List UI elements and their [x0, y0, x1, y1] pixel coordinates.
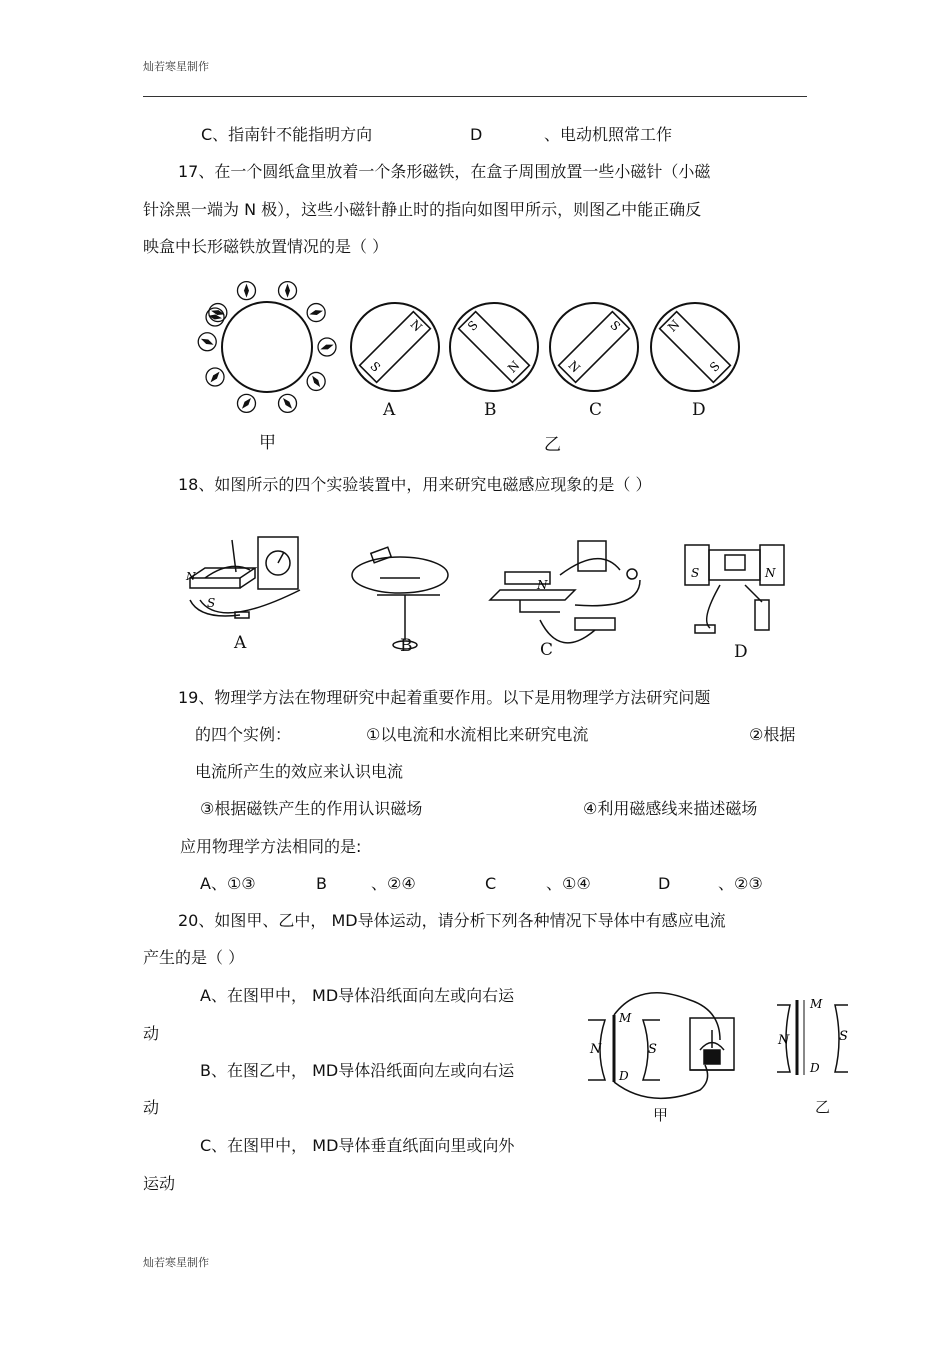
- q20-line-2: 产生的是（ ）: [143, 948, 245, 967]
- magnet-pole-label: S: [464, 317, 481, 334]
- apparatus-a-text-s: S: [207, 596, 216, 610]
- magnet-pole-label: N: [407, 317, 425, 335]
- q19-line-1: 19、物理学方法在物理研究中起着重要作用。以下是用物理学方法研究问题: [178, 688, 711, 707]
- magnet-pole-label: S: [607, 317, 624, 334]
- apparatus-d-text-s: S: [691, 566, 700, 580]
- q17-line-1: 17、在一个圆纸盒里放着一个条形磁铁，在盒子周围放置一些小磁针（小磁: [178, 162, 711, 181]
- q19-line-2a: 的四个实例：: [195, 725, 292, 744]
- q19-option-b-text: 、②④: [371, 874, 416, 893]
- apparatus-a-text-n: N: [186, 570, 196, 583]
- q20-figure-jia: [588, 993, 734, 1099]
- q16-option-d-letter: D: [470, 125, 483, 144]
- q17-label-yi: 乙: [544, 435, 561, 455]
- q16-option-c: C、指南针不能指明方向: [201, 125, 373, 144]
- q20-option-c-cont: 运动: [143, 1174, 176, 1193]
- q19-example-2-end: 电流所产生的效应来认识电流: [195, 762, 404, 781]
- q20-option-c: C、在图甲中， MD导体垂直纸面向里或向外: [200, 1136, 515, 1155]
- magnet-pole-label: N: [665, 317, 683, 335]
- q18-option-a: A: [234, 633, 247, 653]
- q19-option-d-letter: D: [658, 874, 671, 893]
- apparatus-d-text-n: N: [765, 566, 776, 580]
- q20-jia-text-n: N: [590, 1042, 602, 1057]
- q17-line-2: 针涂黑一端为 N 极），这些小磁针静止时的指向如图甲所示，则图乙中能正确反: [143, 200, 702, 219]
- q19-example-2-start: ②根据: [749, 725, 796, 744]
- q20-label-yi: 乙: [815, 1098, 831, 1116]
- q19-option-b-letter: B: [316, 874, 327, 893]
- q20-label-jia: 甲: [653, 1106, 669, 1124]
- q18-option-d: D: [734, 642, 748, 662]
- page-header: 灿若寒星制作: [143, 60, 209, 73]
- q18-option-c: C: [540, 640, 554, 660]
- q19-example-3: ③根据磁铁产生的作用认识磁场: [200, 799, 423, 818]
- q20-jia-text-s: S: [648, 1042, 657, 1057]
- q17-option-a: A: [383, 400, 396, 420]
- q17-label-jia: 甲: [259, 433, 276, 453]
- q17-option-b: B: [484, 400, 497, 420]
- q20-jia-text-m: M: [619, 1011, 632, 1025]
- q20-yi-text-d: D: [810, 1061, 820, 1075]
- magnet-pole-label: S: [367, 358, 384, 375]
- q19-line-5: 应用物理学方法相同的是:: [180, 837, 362, 856]
- q17-option-c: C: [589, 400, 603, 420]
- q16-option-d-text: 、电动机照常工作: [544, 125, 673, 144]
- q19-option-d-text: 、②③: [718, 874, 763, 893]
- q19-example-4: ④利用磁感线来描述磁场: [583, 799, 758, 818]
- apparatus-c-text-n: N: [537, 578, 548, 592]
- q20-option-a: A、在图甲中， MD导体沿纸面向左或向右运: [200, 986, 515, 1005]
- q20-yi-text-m: M: [810, 997, 823, 1011]
- q17-option-d: D: [692, 400, 706, 420]
- magnet-pole-label: S: [706, 358, 723, 375]
- q20-line-1: 20、如图甲、乙中， MD导体运动，请分析下列各种情况下导体中有感应电流: [178, 911, 726, 930]
- q20-jia-text-d: D: [619, 1069, 629, 1083]
- q18-line-1: 18、如图所示的四个实验装置中，用来研究电磁感应现象的是（ ）: [178, 475, 652, 494]
- q19-example-1: ①以电流和水流相比来研究电流: [366, 725, 589, 744]
- q18-option-b: B: [400, 636, 413, 656]
- q19-option-c-letter: C: [485, 874, 497, 893]
- q20-option-b-cont: 动: [143, 1098, 160, 1117]
- magnet-pole-label: N: [565, 358, 583, 376]
- q19-option-a: A、①③: [200, 874, 256, 893]
- magnet-pole-label: N: [505, 358, 523, 376]
- q20-option-a-cont: 动: [143, 1024, 160, 1043]
- q17-line-3: 映盒中长形磁铁放置情况的是（ ）: [143, 237, 389, 256]
- q20-option-b: B、在图乙中， MD导体沿纸面向左或向右运: [200, 1061, 515, 1080]
- q20-yi-text-s: S: [839, 1029, 848, 1044]
- q19-option-c-text: 、①④: [546, 874, 591, 893]
- q20-yi-text-n: N: [778, 1033, 790, 1048]
- page-footer: 灿若寒星制作: [143, 1256, 209, 1269]
